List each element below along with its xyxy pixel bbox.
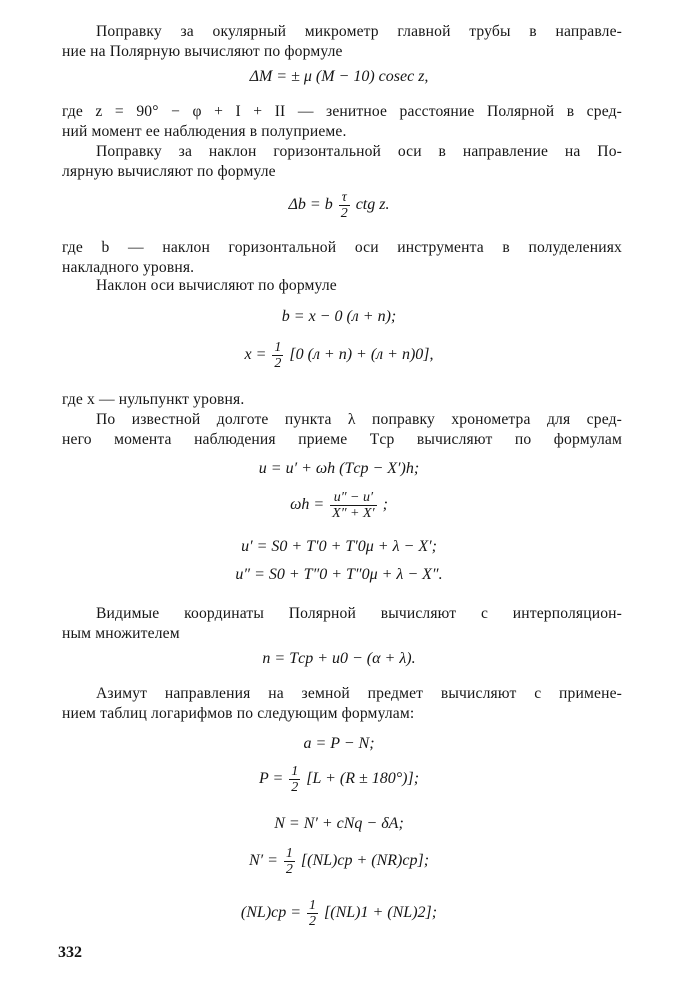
fraction-denominator: 2 — [340, 206, 348, 221]
formula-u-double-prime: u″ = S0 + T″0 + T″0μ + λ − X″. — [235, 566, 443, 583]
paragraph-zenith-distance — [62, 102, 622, 142]
fraction-denominator: 2 — [285, 862, 293, 877]
formula-part: ; — [382, 496, 388, 514]
text-line: него момента наблюдения приеме Tср вычисляют по формулам — [62, 431, 622, 448]
text-line: ние на Полярную вычисляют по формуле — [62, 43, 343, 60]
formula-part: Δb = b — [288, 196, 333, 214]
fraction — [307, 898, 318, 929]
fraction-numerator: 1 — [291, 764, 299, 779]
text-line: нием таблиц логарифмов по следующим формулам: — [62, 705, 415, 722]
fraction-denominator: 2 — [291, 780, 299, 795]
text-line: где z = 90° − φ + I + II — зенитное расстояние Полярной в сред- — [62, 103, 622, 120]
text-line: накладного уровня. — [62, 259, 195, 276]
fraction — [330, 490, 376, 521]
formula-part: ctg z. — [355, 196, 390, 214]
fraction — [339, 190, 350, 221]
formula-part: ωh = — [290, 496, 325, 514]
formula-a: a = P − N; — [303, 735, 375, 752]
paragraph-visible-coordinates — [62, 604, 622, 644]
page-number: 332 — [58, 944, 82, 961]
formula-n: n = Tср + u0 − (α + λ). — [262, 650, 416, 667]
text-line: ний момент ее наблюдения в полуприеме. — [62, 123, 347, 140]
formula-nl-mean — [0, 898, 678, 929]
formula-b: b = x − 0 (л + п); — [281, 308, 397, 325]
formula-capital-n: N = N′ + cNq − δA; — [274, 815, 404, 832]
fraction-numerator: 1 — [274, 340, 282, 355]
paragraph-azimuth — [62, 684, 622, 724]
paragraph-inclination — [62, 238, 622, 278]
formula-x — [0, 340, 678, 371]
formula-part: [L + (R ± 180°)]; — [306, 770, 420, 788]
text-line: Видимые координаты Полярной вычисляют с интерполяцион- — [96, 605, 622, 622]
text-line: Азимут направления на земной предмет вычисляют с примене- — [96, 685, 622, 702]
paragraph-ocular-micrometer — [62, 22, 622, 62]
formula-delta-m: ΔM = ± μ (M − 10) cosec z, — [249, 68, 429, 85]
formula-n-prime — [0, 846, 678, 877]
formula-part: [(NL)ср + (NR)ср]; — [300, 852, 430, 870]
paragraph-zero-point — [62, 390, 622, 410]
fraction — [272, 340, 283, 371]
formula-part: [(NL)1 + (NL)2]; — [324, 904, 438, 922]
fraction-denominator: 2 — [274, 356, 282, 371]
formula-omega — [0, 490, 678, 521]
formula-u-prime: u′ = S0 + T′0 + T′0μ + λ − X′; — [241, 538, 437, 555]
text-line: По известной долготе пункта λ поправку хронометра для сред- — [96, 411, 622, 428]
paragraph-chronometer — [62, 410, 622, 450]
fraction-denominator: X″ + X′ — [332, 506, 375, 521]
text-line: лярную вычисляют по формуле — [62, 163, 276, 180]
formula-u: u = u′ + ωh (Tср − X′)h; — [258, 460, 420, 477]
fraction-denominator: 2 — [309, 914, 317, 929]
formula-part: (NL)ср = — [240, 904, 302, 922]
text-line: Наклон оси вычисляют по формуле — [96, 277, 337, 294]
text-line: Поправку за наклон горизонтальной оси в направление на По- — [96, 143, 622, 160]
fraction — [284, 846, 295, 877]
paragraph-axis-inclination — [62, 276, 622, 296]
fraction-numerator: 1 — [309, 898, 317, 913]
text-line: Поправку за окулярный микрометр главной трубы в направле- — [96, 23, 622, 40]
text-line: где b — наклон горизонтальной оси инструмента в полуделениях — [62, 239, 622, 256]
formula-delta-b — [0, 190, 678, 221]
text-line: ным множителем — [62, 625, 180, 642]
fraction — [289, 764, 300, 795]
formula-p — [0, 764, 678, 795]
fraction-numerator: τ — [341, 190, 347, 205]
formula-part: N′ = — [248, 852, 278, 870]
formula-part: P = — [258, 770, 284, 788]
fraction-numerator: 1 — [285, 846, 293, 861]
text-line: где x — нульпункт уровня. — [62, 391, 245, 408]
formula-part: x = — [244, 346, 267, 364]
formula-part: [0 (л + п) + (л + п)0], — [289, 346, 434, 364]
paragraph-horizontal-axis — [62, 142, 622, 182]
fraction-numerator: u″ − u′ — [333, 490, 374, 505]
